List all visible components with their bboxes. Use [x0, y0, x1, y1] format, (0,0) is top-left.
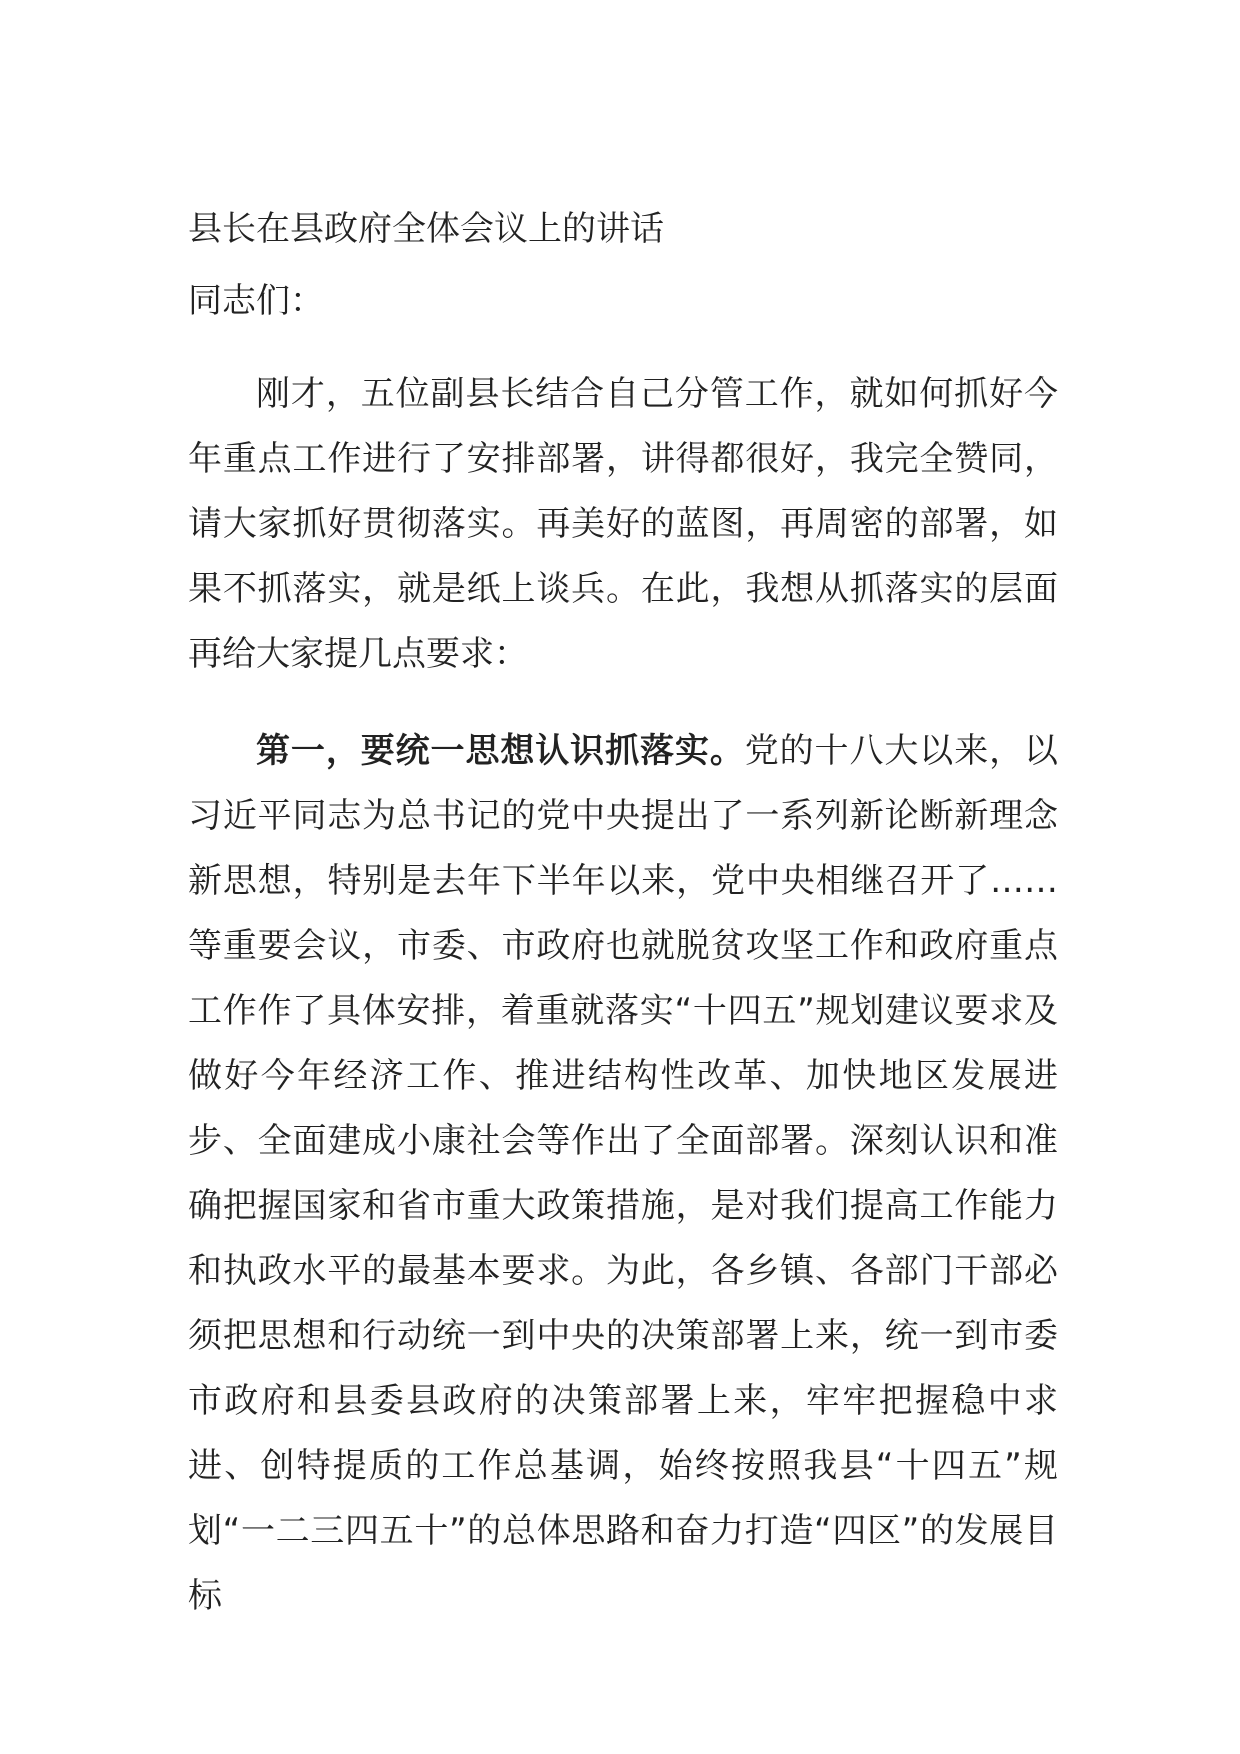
paragraph-lead-heading: 第一，要统一思想认识抓落实。 — [256, 731, 745, 771]
salutation: 同志们： — [188, 281, 324, 321]
document-page — [188, 200, 1058, 1629]
paragraph-first-point — [188, 719, 1058, 1629]
document-title: 县长在县政府全体会议上的讲话 — [188, 209, 664, 249]
paragraph-intro: 刚才，五位副县长结合自己分管工作，就如何抓好今年重点工作进行了安排部署，讲得都很好，我完全赞同，请大家抓好贯彻落实。再美好的蓝图，再周密的部署，如果不抓落实，就是纸上谈兵。在此，我想从抓落实的层面再给大家提几点要求： — [188, 374, 1058, 674]
paragraph-body: 党的十八大以来，以习近平同志为总书记的党中央提出了一系列新论断新理念新思想，特别是去年下半年以来，党中央相继召开了……等重要会议，市委、市政府也就脱贫攻坚工作和政府重点工作作了具体安排，着重就落实“十四五”规划建议要求及做好今年经济工作、推进结构性改革、加快地区发展进步、全面建成小康社会等作出了全面部署。深刻认识和准确把握国家和省市重大政策措施，是对我们提高工作能力和执政水平的最基本要求。为此，各乡镇、各部门干部必须把思想和行动统一到中央的决策部署上来，统一到市委市政府和县委县政府的决策部署上来，牢牢把握稳中求进、创特提质的工作总基调，始终按照我县“十四五”规划“一二三四五十”的总体思路和奋力打造“四区”的发展目标 — [188, 731, 1059, 1616]
